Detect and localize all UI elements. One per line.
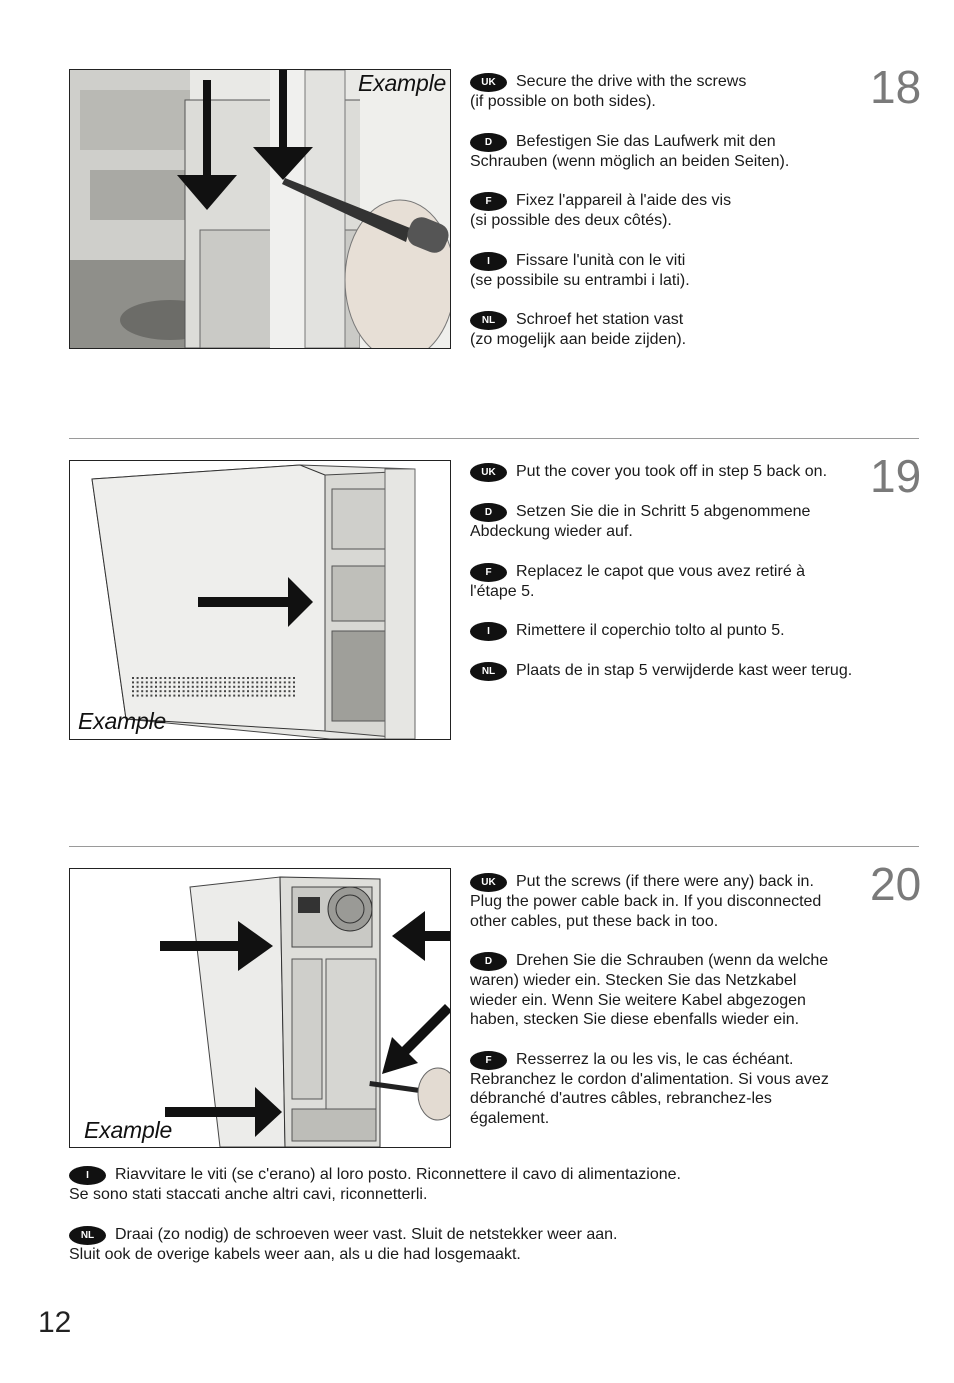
step-number-19: 19 xyxy=(870,450,922,502)
instruction-nl: NL Plaats de in stap 5 verwijderde kast weer terug. xyxy=(470,661,860,681)
step-19-photo xyxy=(69,460,451,740)
step-18-example-label: Example xyxy=(358,70,447,96)
lang-badge-nl: NL xyxy=(470,662,507,681)
step-19-instructions xyxy=(470,462,860,701)
section-divider xyxy=(69,846,919,847)
instruction-uk: UK Put the cover you took off in step 5 back on. xyxy=(470,462,860,482)
instruction-i: I Rimettere il coperchio tolto al punto 5. xyxy=(470,621,860,641)
step-number-18: 18 xyxy=(870,61,922,113)
lang-badge-f: F xyxy=(470,1051,507,1070)
lang-badge-i: I xyxy=(470,252,507,271)
step-20-photo xyxy=(69,868,451,1148)
instruction-d: D Drehen Sie die Schrauben (wenn da welche waren) wieder ein. Stecken Sie das Netzkabel wieder ein. Wenn Sie weitere Kabel abgezogen haben, stecken Sie diese ebenfalls wieder ein. xyxy=(470,952,829,1028)
instruction-i: I Fissare l'unità con le viti (se possibile su entrambi i lati). xyxy=(470,251,690,289)
lang-badge-i: I xyxy=(69,1166,106,1185)
instruction-d: D Setzen Sie die in Schritt 5 abgenommene Abdeckung wieder auf. xyxy=(470,503,811,540)
step-20-instructions-wide xyxy=(69,1165,829,1284)
lang-badge-i: I xyxy=(470,622,507,641)
lang-badge-nl: NL xyxy=(470,311,507,330)
instruction-nl: NL Schroef het station vast (zo mogelijk aan beide zijden). xyxy=(470,311,687,348)
page-number: 12 xyxy=(38,1306,72,1339)
lang-badge-d: D xyxy=(470,952,507,971)
instruction-uk: UK Secure the drive with the screws (if possible on both sides). xyxy=(470,73,747,110)
instruction-uk: UK Put the screws (if there were any) back in. Plug the power cable back in. If you disconnected other cables, put these back in too. xyxy=(470,873,822,930)
lang-badge-f: F xyxy=(470,192,507,211)
section-divider xyxy=(69,438,919,439)
lang-badge-d: D xyxy=(470,503,507,522)
step-number-20: 20 xyxy=(870,858,922,910)
pc-case-back-illustration xyxy=(70,869,450,1147)
instruction-nl: NL Draai (zo nodig) de schroeven weer vast. Sluit de netstekker weer aan. Sluit ook de overige kabels weer aan, als u die had losgemaakt. xyxy=(69,1225,618,1263)
step-20-instructions xyxy=(470,872,860,1148)
pc-case-cover-illustration xyxy=(70,461,450,739)
lang-badge-uk: UK xyxy=(470,463,507,482)
instruction-i: I Riavvitare le viti (se c'erano) al loro posto. Riconnettere il cavo di alimentazione. Se sono stati staccati anche altri cavi, riconnetterli. xyxy=(69,1166,681,1203)
instruction-d: D Befestigen Sie das Laufwerk mit den Schrauben (wenn möglich an beiden Seiten). xyxy=(470,132,790,170)
lang-badge-f: F xyxy=(470,563,507,582)
lang-badge-d: D xyxy=(470,133,507,152)
lang-badge-nl: NL xyxy=(69,1226,106,1245)
step-20-example-label: Example xyxy=(84,1117,173,1143)
lang-badge-uk: UK xyxy=(470,873,507,892)
instruction-f: F Replacez le capot que vous avez retiré à l'étape 5. xyxy=(470,562,806,600)
step-18-photo xyxy=(69,69,451,349)
step-19-example-label: Example xyxy=(78,708,167,734)
instruction-f: F Resserrez la ou les vis, le cas échéant. Rebranchez le cordon d'alimentation. Si vous avez débranché d'autres câbles, rebranchez-les également. xyxy=(470,1050,829,1127)
instruction-f: F Fixez l'appareil à l'aide des vis (si possible des deux côtés). xyxy=(470,192,732,229)
drive-bay-illustration xyxy=(70,70,450,348)
lang-badge-uk: UK xyxy=(470,73,507,92)
step-18-instructions xyxy=(470,72,860,370)
